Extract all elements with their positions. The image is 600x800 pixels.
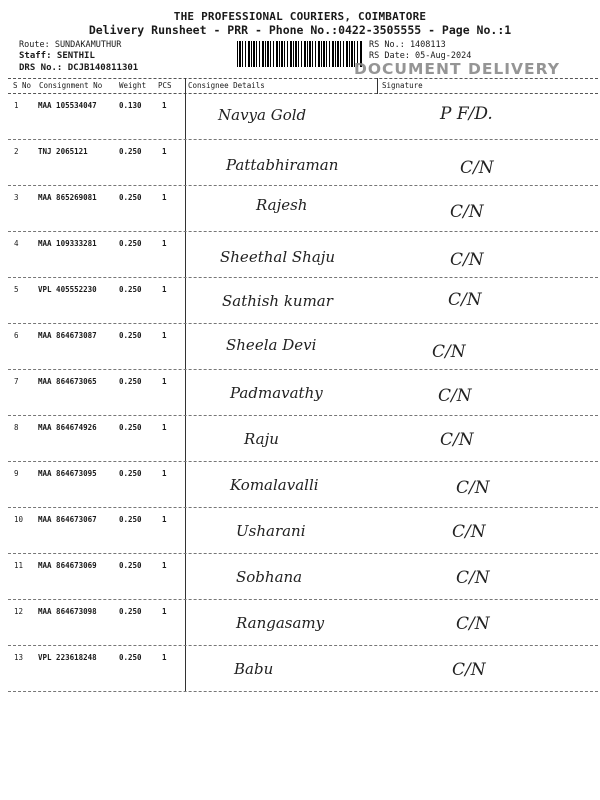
row-sno: 5 [14,285,19,294]
table-row [8,232,598,278]
row-signature-handwriting: C/N [456,614,490,634]
row-signature-handwriting: C/N [440,430,474,450]
row-sno: 2 [14,147,19,156]
table-row [8,278,598,324]
row-sno: 10 [14,515,24,524]
row-weight: 0.250 [119,331,142,340]
row-pcs: 1 [162,101,167,110]
row-pcs: 1 [162,285,167,294]
row-weight: 0.250 [119,193,142,202]
table-row [8,94,598,140]
row-consignee-handwriting: Sheethal Shaju [220,248,336,266]
row-signature-handwriting: C/N [460,158,494,178]
row-pcs: 1 [162,193,167,202]
row-sno: 3 [14,193,19,202]
table-row [8,554,598,600]
row-weight: 0.250 [119,423,142,432]
col-header-consignee: Consignee Details [188,81,265,90]
row-consignment-no: VPL 223618248 [38,653,97,662]
row-consignee-handwriting: Padmavathy [230,384,323,402]
row-weight: 0.130 [119,101,142,110]
rs-date: RS Date: 05-Aug-2024 [369,51,472,61]
row-consignment-no: MAA 864674926 [38,423,97,432]
row-pcs: 1 [162,469,167,478]
table-row [8,186,598,232]
table-row [8,416,598,462]
row-consignment-no: MAA 864673095 [38,469,97,478]
row-consignment-no: MAA 105534047 [38,101,97,110]
row-consignee-handwriting: Sobhana [236,568,303,586]
row-weight: 0.250 [119,607,142,616]
row-signature-handwriting: C/N [450,202,484,222]
row-sno: 9 [14,469,19,478]
row-pcs: 1 [162,239,167,248]
table-row [8,370,598,416]
table-row [8,140,598,186]
row-sno: 11 [14,561,24,570]
row-consignee-handwriting: Usharani [236,522,306,540]
row-consignee-handwriting: Rajesh [256,196,308,214]
row-consignee-handwriting: Babu [234,660,274,678]
row-signature-handwriting: C/N [448,290,482,310]
row-consignee-handwriting: Navya Gold [218,106,307,124]
row-pcs: 1 [162,653,167,662]
table-row [8,646,598,692]
row-weight: 0.250 [119,147,142,156]
row-pcs: 1 [162,331,167,340]
row-pcs: 1 [162,515,167,524]
staff-label: Staff: SENTHIL [19,51,95,61]
row-consignee-handwriting: Sheela Devi [226,336,317,354]
barcode-image [237,41,363,67]
row-signature-handwriting: C/N [450,250,484,270]
document-delivery-stamp: DOCUMENT DELIVERY [354,60,560,78]
row-consignment-no: MAA 864673067 [38,515,97,524]
row-sno: 7 [14,377,19,386]
col-header-sno: S No [13,81,32,90]
row-consignment-no: MAA 864673065 [38,377,97,386]
route-label: Route: SUNDAKAMUTHUR [19,40,122,50]
row-consignment-no: MAA 865269081 [38,193,97,202]
row-pcs: 1 [162,607,167,616]
row-divider [8,691,598,692]
row-signature-handwriting: C/N [432,342,466,362]
table-row [8,462,598,508]
company-title: THE PROFESSIONAL COURIERS, COIMBATORE [173,10,427,23]
row-signature-handwriting: C/N [452,522,486,542]
row-weight: 0.250 [119,377,142,386]
row-weight: 0.250 [119,561,142,570]
row-sno: 12 [14,607,24,616]
col-header-signature: Signature [382,81,423,90]
row-signature-handwriting: C/N [452,660,486,680]
row-weight: 0.250 [119,653,142,662]
row-pcs: 1 [162,147,167,156]
row-consignee-handwriting: Rangasamy [236,614,325,632]
row-consignment-no: VPL 405552230 [38,285,97,294]
col-header-pcs: PCS [158,81,172,90]
row-consignment-no: MAA 864673098 [38,607,97,616]
row-weight: 0.250 [119,239,142,248]
table-row [8,600,598,646]
drs-number: DRS No.: DCJB140811301 [19,63,139,73]
row-consignee-handwriting: Komalavalli [230,476,319,494]
row-signature-handwriting: C/N [456,478,490,498]
row-consignment-no: MAA 864673087 [38,331,97,340]
col-header-consignment: Consignment No [39,81,103,90]
row-consignment-no: MAA 864673069 [38,561,97,570]
row-consignee-handwriting: Pattabhiraman [226,156,339,174]
row-sno: 1 [14,101,19,110]
row-consignment-no: TNJ 2065121 [38,147,88,156]
row-signature-handwriting: C/N [438,386,472,406]
table-row [8,508,598,554]
row-sno: 4 [14,239,19,248]
header-divider-top [8,78,598,79]
row-pcs: 1 [162,561,167,570]
row-sno: 8 [14,423,19,432]
row-weight: 0.250 [119,469,142,478]
row-consignee-handwriting: Raju [244,430,279,448]
row-weight: 0.250 [119,285,142,294]
rs-number: RS No.: 1408113 [369,40,446,50]
row-pcs: 1 [162,423,167,432]
col-header-weight: Weight [119,81,147,90]
row-pcs: 1 [162,377,167,386]
row-signature-handwriting: P F/D. [440,104,493,124]
row-sno: 6 [14,331,19,340]
runsheet-subtitle: Delivery Runsheet - PRR - Phone No.:0422-3505555 - Page No.:1 [88,23,512,37]
table-row [8,324,598,370]
row-consignment-no: MAA 109333281 [38,239,97,248]
row-consignee-handwriting: Sathish kumar [222,292,333,310]
column-divider-signature [377,78,378,94]
row-sno: 13 [14,653,24,662]
row-weight: 0.250 [119,515,142,524]
row-signature-handwriting: C/N [456,568,490,588]
